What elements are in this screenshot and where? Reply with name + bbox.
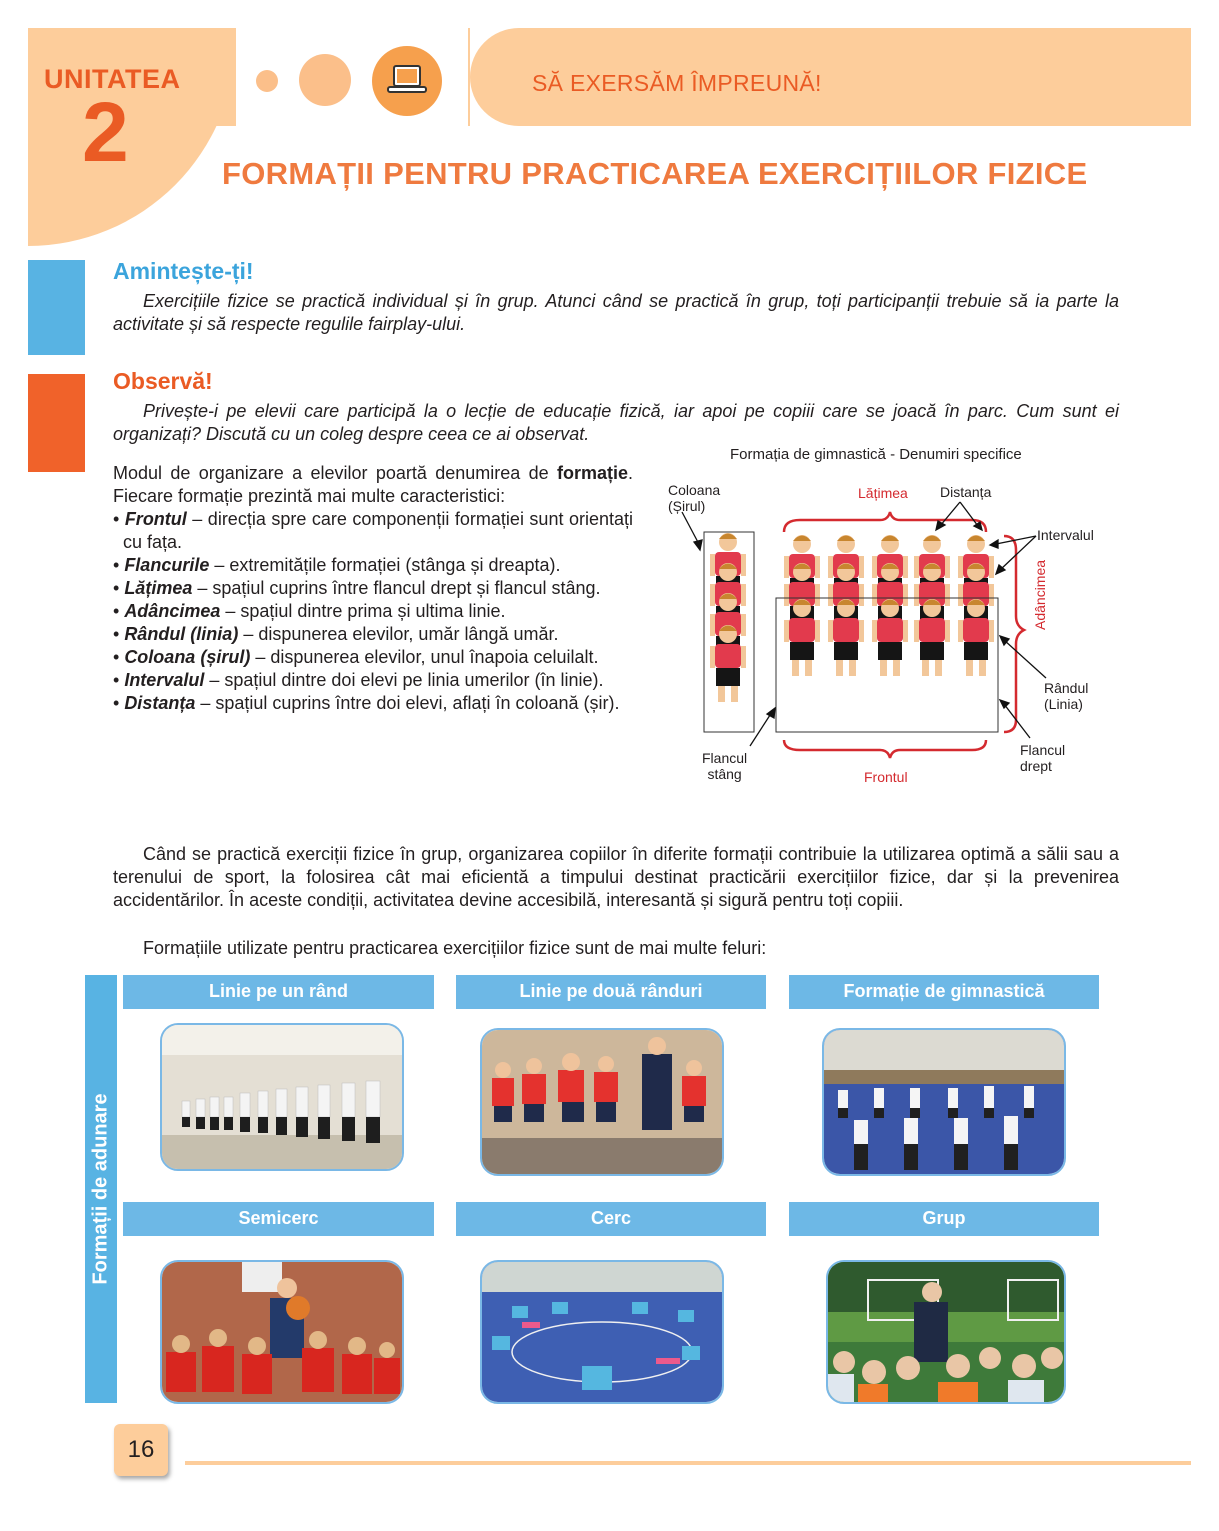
observe-text: Privește-i pe elevii care participă la o lecție de educație fizică, iar apoi pe copiii care se joacă în parc. Cum sunt ei organizați? Discută cu un coleg despre ceea ce ai observat.: [113, 401, 1119, 444]
page-title: FORMAȚII PENTRU PRACTICAREA EXERCIȚIILOR FIZICE: [222, 156, 1088, 191]
photo-group: [826, 1260, 1066, 1404]
list-item: • Frontul – direcția spre care componenții formației sunt orientați cu fața.: [113, 509, 633, 552]
body-paragraph-2: Formațiile utilizate pentru practicarea exercițiilor fizice sunt de mai multe feluri:: [143, 938, 767, 958]
remember-text: Exercițiile fizice se practică individual și în grup. Atunci când se practică în grup, toți participanții trebuie să ia parte la activitate și să respecte regulile fairplay-ului.: [113, 291, 1119, 334]
photo-line-one-row: [160, 1023, 404, 1171]
page-number: 16: [114, 1424, 168, 1476]
formation-label: Linie pe două rânduri: [456, 975, 766, 1009]
label-intervalul: Intervalul: [1037, 527, 1094, 543]
formation-label: Grup: [789, 1202, 1099, 1236]
photo-line-two-rows: [480, 1028, 724, 1176]
list-item: • Lățimea – spațiul cuprins între flancul drept și flancul stâng.: [113, 578, 601, 598]
unit-number: 2: [82, 85, 129, 179]
formation-diagram: [660, 440, 1140, 800]
label-adancimea: Adâncimea: [1032, 559, 1048, 630]
list-item: • Rândul (linia) – dispunerea elevilor, umăr lângă umăr.: [113, 624, 559, 644]
diagram-title: Formația de gimnastică - Denumiri specifice: [730, 446, 1022, 463]
remember-tab: [28, 260, 85, 355]
photo-semicircle: [160, 1260, 404, 1404]
list-item: • Intervalul – spațiul dintre doi elevi pe linia umerilor (în linie).: [113, 670, 604, 690]
definitions-list: [113, 508, 633, 715]
decor-dot-medium: [299, 54, 351, 106]
section-title: SĂ EXERSĂM ÎMPREUNĂ!: [532, 70, 822, 96]
label-coloana: Coloana (Șirul): [668, 482, 721, 514]
photo-gymnastic-formation: [822, 1028, 1066, 1176]
definitions-block: [113, 462, 633, 715]
formation-intro: Modul de organizare a elevilor poartă denumirea de formație. Fiecare formație prezintă mai multe caracteristici:: [113, 463, 633, 506]
label-randul: Rândul (Linia): [1044, 680, 1089, 712]
formations-side-label: Formații de adunare: [85, 975, 117, 1403]
observe-tab: [28, 374, 85, 472]
body-paragraph-1: Când se practică exerciții fizice în grup, organizarea copiilor în diferite formații contribuie la utilizarea optimă a sălii sau a terenului de sport, la folosirea cât mai eficientă a timpului destinat practicării exercițiilor fizice, dar și la prevenirea accidentărilor. În aceste condiții, activitatea devine accesibilă, interesantă și sigură pentru toți copiii.: [113, 844, 1119, 910]
label-frontul: Frontul: [864, 769, 908, 785]
label-distanta: Distanța: [940, 484, 992, 500]
remember-heading: Amintește-ți!: [113, 258, 254, 284]
footer-line: [185, 1461, 1191, 1465]
diagram-drawing: [660, 440, 1140, 800]
laptop-icon: [372, 46, 442, 116]
formation-label: Semicerc: [123, 1202, 434, 1236]
label-latimea: Lățimea: [858, 485, 908, 501]
decor-dot-small: [256, 70, 278, 92]
list-item: • Coloana (șirul) – dispunerea elevilor, unul înapoia celuilalt.: [113, 647, 599, 667]
unit-label: UNITATEA: [44, 64, 181, 94]
label-flancul-drept: Flancul drept: [1020, 742, 1066, 774]
observe-heading: Observă!: [113, 368, 213, 394]
list-item: • Adâncimea – spațiul dintre prima și ultima linie.: [113, 601, 506, 621]
formation-label: Formație de gimnastică: [789, 975, 1099, 1009]
photo-circle: [480, 1260, 724, 1404]
list-item: • Flancurile – extremitățile formației (stânga și dreapta).: [113, 555, 561, 575]
list-item: • Distanța – spațiul cuprins între doi elevi, aflați în coloană (șir).: [113, 693, 620, 713]
formation-label: Cerc: [456, 1202, 766, 1236]
formation-label: Linie pe un rând: [123, 975, 434, 1009]
label-flancul-stang: Flancul stâng: [702, 750, 748, 782]
